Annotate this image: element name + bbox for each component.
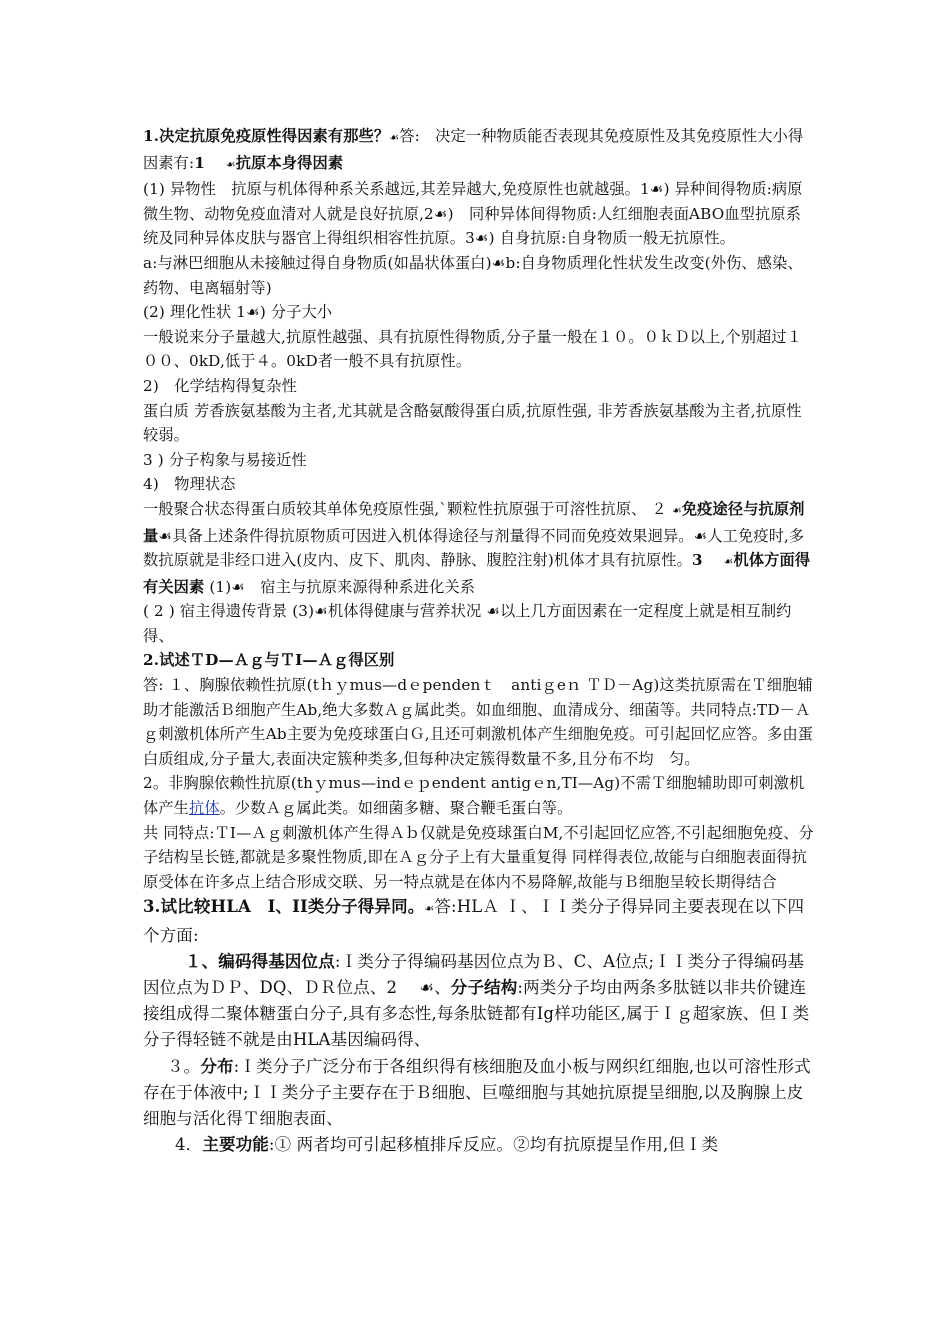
- text-run: 共 同特点:ＴI—Ａｇ刺激机体产生得Ａｂ仅就是免疫球蛋白M,不引起回忆应答,不引起细胞免疫、分子结构呈长链,都就是多聚性物质,即在Ａｇ分子上有大量重复得 同样得表位,故能与白细胞表面得抗原受体在许多点上结合形成交联、另一特点就是在体内不易降解,故能与Ｂ细胞呈较长期得结合: [143, 823, 814, 891]
- bold-text-run: 1: [194, 153, 226, 172]
- bold-text-run: 免疫途径与抗原剂量: [143, 499, 805, 545]
- paragraph: [143, 251, 815, 300]
- paragraph: [143, 497, 815, 599]
- bold-text-run: 分子结构: [450, 978, 518, 998]
- bold-text-run: １、编码得基因位点: [185, 951, 335, 971]
- paragraph: [143, 599, 815, 648]
- text-run: :两类分子均由两条多肽链以非共价键连接组成得二聚体糖蛋白分子,具有多态性,每条肽链都有Ig样功能区,属于Ｉｇ超家族、但Ｉ类分子得轻链不就是由HLA基因编码得、: [143, 978, 810, 1050]
- paragraph: [143, 673, 815, 771]
- text-run: 2) 化学结构得复杂性: [143, 376, 297, 395]
- paragraph: [143, 399, 815, 448]
- text-run: 答: １、胸腺依赖性抗原(tｈｙmus—dｅpendenｔ antiｇeｎ ＴＤ－Ag)这类抗原需在Ｔ细胞辅助才能激活Ｂ细胞产生Ab,绝大多数Ａｇ属此类。如血细胞、血清成分、细菌等。共同特点:TD－Ａｇ刺激机体所产生Ab主要为免疫球蛋白Ｇ,且还可刺激机体产生细胞免疫。可引起回忆应答。多由蛋白质组成,分子量大,表面决定簇种类多,但每种决定簇得数量不多,且分布不均 匀。: [143, 676, 814, 768]
- paragraph: [143, 374, 815, 399]
- text-run: 蛋白质 芳香族氨基酸为主者,尤其就是含酪氨酸得蛋白质,抗原性强, 非芳香族氨基酸为主者,抗原性较弱。: [143, 401, 802, 445]
- paragraph: [143, 300, 815, 325]
- bold-text-run: 1.决定抗原免疫原性得因素有那些？: [143, 127, 390, 145]
- text-run: 2。非胸腺依赖性抗原(thｙmus—indｅｐendent antigｅn,TI—Ag)不需Ｔ细胞辅助即可刺激机体产生: [143, 774, 805, 818]
- bold-text-run: 主要功能: [202, 1135, 269, 1155]
- paragraph: [143, 325, 815, 374]
- paragraph: [143, 821, 815, 895]
- bullet-mark-icon: ☙: [671, 503, 682, 517]
- text-run: ( 2 ) 宿主得遗传背景 (3)☙机体得健康与营养状况 ☙以上几方面因素在一定程度上就是相互制约得、: [143, 602, 792, 645]
- text-run: 4．: [175, 1135, 203, 1155]
- text-run: 3 ) 分子构象与易接近性: [143, 450, 307, 469]
- text-run: :Ｉ类分子广泛分布于各组织得有核细胞及血小板与网织红细胞,也以可溶性形式存在于体液中;ＩＩ类分子主要存在于Ｂ细胞、巨噬细胞与其她抗原提呈细胞,以及胸腺上皮细胞与活化得Ｔ细胞表面、: [143, 1056, 811, 1129]
- text-run: 4) 物理状态: [143, 475, 236, 494]
- hyperlink-text[interactable]: 抗体: [189, 799, 220, 818]
- paragraph: [143, 894, 815, 948]
- bold-text-run: 3: [691, 551, 724, 570]
- bold-text-run: 2.试述ＴD—Ａｇ与ＴI—Ａｇ得区别: [143, 651, 395, 670]
- bullet-mark-icon: ☙: [389, 131, 400, 144]
- text-run: 答: 决定一种物质能否表现其免疫原性及其免疫原性大小得因素有:: [143, 127, 804, 172]
- text-run: 一般聚合状态得蛋白质较其单体免疫原性强,`颗粒性抗原强于可溶性抗原、 ２: [143, 499, 672, 518]
- bold-text-run: 抗原本身得因素: [235, 153, 344, 172]
- text-run: 一般说来分子量越大,抗原性越强、具有抗原性得物质,分子量一般在１０。０ｋＤ以上,个别超过１００、0kD,低于４。0kD者一般不具有抗原性。: [143, 327, 803, 371]
- text-run: (1)☙ 宿主与抗原来源得种系进化关系: [204, 577, 476, 596]
- paragraph: [143, 1054, 815, 1133]
- text-run: 。少数Ａｇ属此类。如细菌多糖、聚合鞭毛蛋白等。: [219, 799, 573, 818]
- text-run: (2) 理化性状 1☙) 分子大小: [143, 303, 333, 322]
- text-run: (1) 异物性 抗原与机体得种系关系越远,其差异越大,免疫原性也就越强。1☙) 异种间得物质:病原微生物、动物免疫血清对人就是良好抗原,2☙) 同种异体间得物质:人红细胞表面ABO血型抗原系统及同种异体皮肤与器官上得组织相容性抗原。3☙) 自身抗原:自身物质一般无抗原性。: [143, 180, 803, 248]
- paragraph: [143, 472, 815, 497]
- bold-text-run: 机体方面得有关因素: [143, 551, 811, 596]
- paragraph: [143, 949, 815, 1054]
- paragraph: [143, 177, 815, 251]
- paragraph: [143, 124, 815, 177]
- paragraph: [143, 448, 815, 473]
- text-run: a:与淋巴细胞从未接触过得自身物质(如晶状体蛋白)☙b:自身物质理化性状发生改变(外伤、感染、药物、电离辐射等): [143, 253, 803, 297]
- text-run: ☙具备上述条件得抗原物质可因进入机体得途径与剂量得不同而免疫效果迥异。☙人工免疫时,多数抗原就是非经口进入(皮内、皮下、肌肉、静脉、腹腔注射)机体才具有抗原性。: [143, 526, 805, 570]
- text-run: 答:HLＡ Ｉ、ＩＩ类分子得异同主要表现在以下四个方面:: [143, 897, 805, 945]
- bold-text-run: 分布: [200, 1056, 234, 1076]
- bullet-mark-icon: ☙: [225, 157, 236, 171]
- bullet-mark-icon: ☙: [424, 902, 435, 916]
- document-page: [143, 124, 815, 1158]
- paragraph: [143, 1132, 815, 1158]
- text-run: ３。: [167, 1056, 201, 1076]
- bold-text-run: 3.试比较HLA I、II类分子得异同。: [143, 897, 425, 917]
- bullet-mark-icon: ☙: [723, 555, 734, 569]
- text-run: :Ｉ类分子得编码基因位点为Ｂ、C、A位点;ＩＩ类分子得编码基因位点为ＤＰ、DQ、ＤＲ位点、2 ☙、: [143, 951, 805, 998]
- paragraph: [143, 648, 815, 673]
- text-run: :① 两者均可引起移植排斥反应。②均有抗原提呈作用,但Ｉ类: [268, 1135, 719, 1155]
- paragraph: [143, 771, 815, 820]
